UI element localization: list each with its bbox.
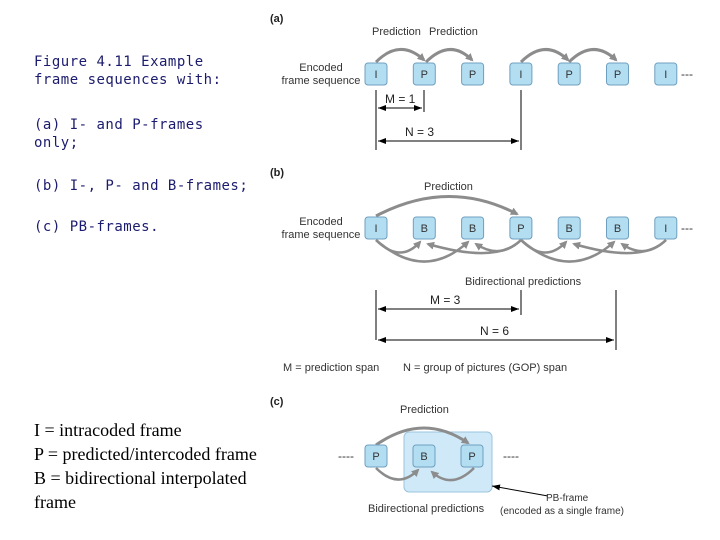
section-a-m-label: M = 1 [385, 92, 416, 106]
caption-b-line: (b) I-, P- and B-frames; [34, 178, 249, 194]
caption-title-line1: Figure 4.11 Example [34, 54, 204, 70]
bidirectional-arrow [574, 240, 666, 253]
section-a-prediction-label-2: Prediction [429, 26, 478, 38]
section-b-n-label: N = 6 [480, 324, 510, 338]
frame-label-b: B [420, 223, 428, 235]
frame-label-b: B [468, 223, 477, 235]
section-b-sequence-label: frame sequence [281, 229, 361, 241]
prediction-arrow [376, 196, 517, 216]
section-a-label: (a) [270, 13, 284, 25]
section-a-prediction-label-1: Prediction [372, 26, 421, 38]
caption-title-line2: frame sequences with: [34, 72, 222, 88]
frame-label-b: B [613, 223, 622, 235]
bidirectional-arrow [622, 240, 666, 251]
frame-label-i: I [664, 69, 668, 81]
section-b-m-label: M = 3 [430, 293, 461, 307]
frame-label-i: I [519, 69, 523, 81]
pb-frame-pointer [492, 486, 548, 496]
frame-label-b: B [565, 223, 573, 235]
section-c-bidirectional-label: Bidirectional predictions [368, 503, 485, 515]
pb-frame-label: PB-frame [546, 493, 589, 504]
section-b-continuation-dashes: --- [681, 221, 693, 235]
prediction-arrow [426, 49, 472, 62]
frame-label-i: I [664, 223, 668, 235]
section-b-label: (b) [270, 167, 285, 179]
frame-label-p: P [517, 223, 525, 235]
section-a-continuation-dashes: --- [681, 67, 693, 81]
bidirectional-arrow [428, 240, 521, 253]
bidirectional-arrow [476, 240, 521, 251]
caption-a-line2: only; [34, 135, 79, 151]
section-a-n-label: N = 3 [405, 125, 435, 139]
frame-label-b: B [420, 451, 428, 463]
section-c-label: (c) [270, 396, 284, 408]
frame-label-p: P [613, 69, 622, 81]
legend-p-line: P = predicted/intercoded frame [34, 444, 257, 464]
prediction-arrow [521, 49, 568, 62]
legend-b-line: B = bidirectional interpolated [34, 468, 247, 488]
section-c-dashes-left: ---- [338, 449, 354, 463]
section-a-encoded-label: Encoded [299, 62, 343, 74]
m-definition: M = prediction span [283, 362, 380, 374]
caption-a-line1: (a) I- and P-frames [34, 117, 204, 133]
frame-label-p: P [565, 69, 573, 81]
frame-label-p: P [468, 69, 477, 81]
frame-label-p: P [420, 69, 428, 81]
section-c-prediction-label: Prediction [400, 404, 449, 416]
frame-label-i: I [374, 69, 378, 81]
prediction-arrow [376, 49, 424, 62]
frame-label-p: P [372, 451, 380, 463]
pb-frame-note: (encoded as a single frame) [500, 506, 624, 517]
legend-b-line-cont: frame [34, 492, 76, 512]
n-definition: N = group of pictures (GOP) span [403, 362, 568, 374]
frame-label-i: I [374, 223, 378, 235]
caption-c-line: (c) PB-frames. [34, 219, 160, 235]
section-b-encoded-label: Encoded [299, 216, 343, 228]
section-b-prediction-label: Prediction [424, 181, 473, 193]
legend-i-line: I = intracoded frame [34, 420, 182, 440]
frame-label-p: P [468, 451, 476, 463]
section-a-sequence-label: frame sequence [281, 75, 361, 87]
section-b-bidirectional-label: Bidirectional predictions [465, 276, 582, 288]
section-c-dashes-right: ---- [503, 449, 519, 463]
prediction-arrow [569, 49, 616, 62]
